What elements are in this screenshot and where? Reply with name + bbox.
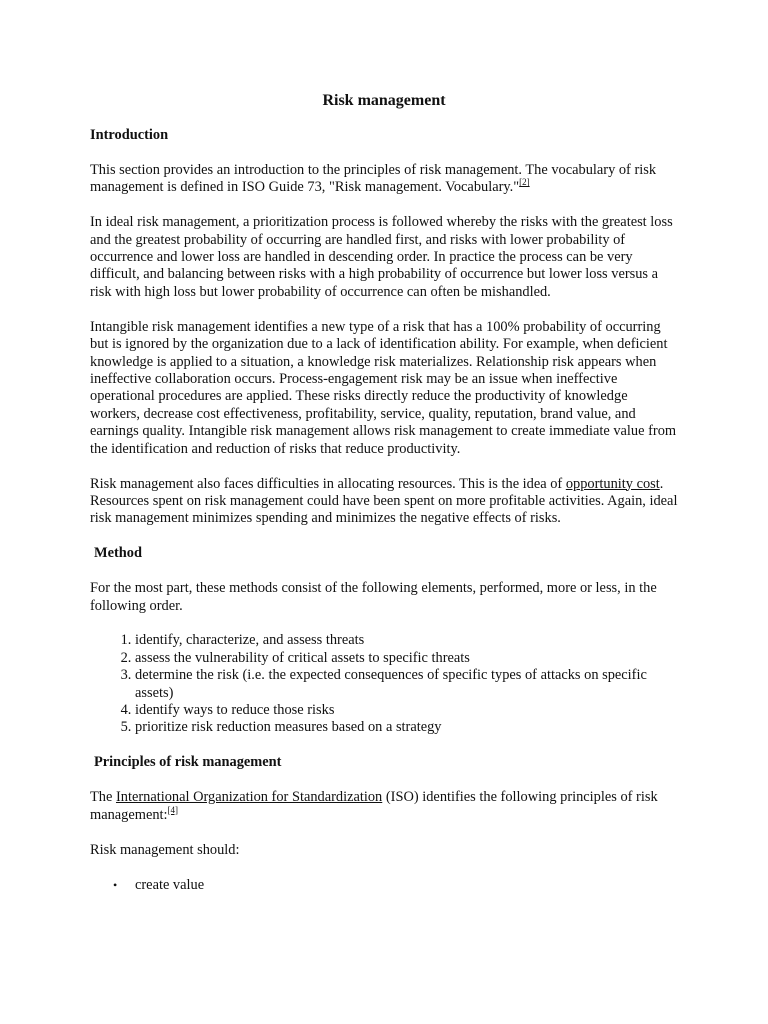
intro-paragraph-4: Risk management also faces difficulties in allocating resources. This is the idea of opportunity cost. Resources spent on risk management could have been spent on more profitable activities. Again, ideal risk management minimizes spending and minimizes the negative effects of risks. [90,475,678,527]
method-intro: For the most part, these methods consist of the following elements, performed, more or less, in the following order. [90,580,657,614]
reference-link-2[interactable]: [2] [519,177,530,188]
iso-link[interactable]: International Organization for Standardization [115,789,383,806]
list-item: • create value [113,876,205,893]
reference-link-4[interactable]: [4] [167,804,179,815]
principles-heading: Principles of risk management [94,754,282,771]
introduction-heading: Introduction [90,127,169,143]
bullet-icon: • [113,877,118,892]
page-title: Risk management [322,92,446,109]
intro-paragraph-2: In ideal risk management, a prioritization process is followed whereby the risks with the greatest loss and the greatest probability of occurring are handled first, and risks with lower probability of occurrence and lower loss are handled in descending order. In practice the process can be very difficult, and balancing between risks with a high probability of occurrence but lower loss versus a risk with high loss but lower probability of occurrence can often be mishandled. [90,214,673,300]
list-item: 3. determine the risk (i.e. the expected consequences of specific types of attacks on specific assets) [135,667,680,702]
list-item: 4. identify ways to reduce those risks [135,702,680,719]
list-item: 1. identify, characterize, and assess threats [135,632,680,649]
opportunity-cost-link[interactable]: opportunity cost [565,475,660,492]
intro-paragraph-3: Intangible risk management identifies a new type of a risk that has a 100% probability of occurring but is ignored by the organization due to a lack of identification ability. For example, when deficient knowledge is applied to a situation, a knowledge risk materializes. Relationship risk appears when ineffective collaboration occurs. Process-engagement risk may be an issue when ineffective operational procedures are applied. These risks directly reduce the productivity of knowledge workers, decrease cost effectiveness, profitability, service, quality, reputation, brand value, and earnings quality. Intangible risk management allows risk management to create immediate value from the identification and reduction of risks that reduce productivity. [90,318,677,457]
principles-paragraph-1: The International Organization for Standardization (ISO) identifies the following principles of risk management:[4] [90,789,658,823]
principles-bullet-list [90,877,680,894]
list-item: 5. prioritize risk reduction measures based on a strategy [135,719,680,736]
intro-paragraph-1: This section provides an introduction to the principles of risk management. The vocabulary of risk management is defined in ISO Guide 73, "Risk management. Vocabulary."[2] [90,161,657,196]
list-item: 2. assess the vulnerability of critical assets to specific threats [135,650,680,667]
method-steps-list [90,632,680,736]
principles-paragraph-2: Risk management should: [90,841,240,858]
document-body [90,127,680,894]
method-heading: Method [94,545,142,562]
